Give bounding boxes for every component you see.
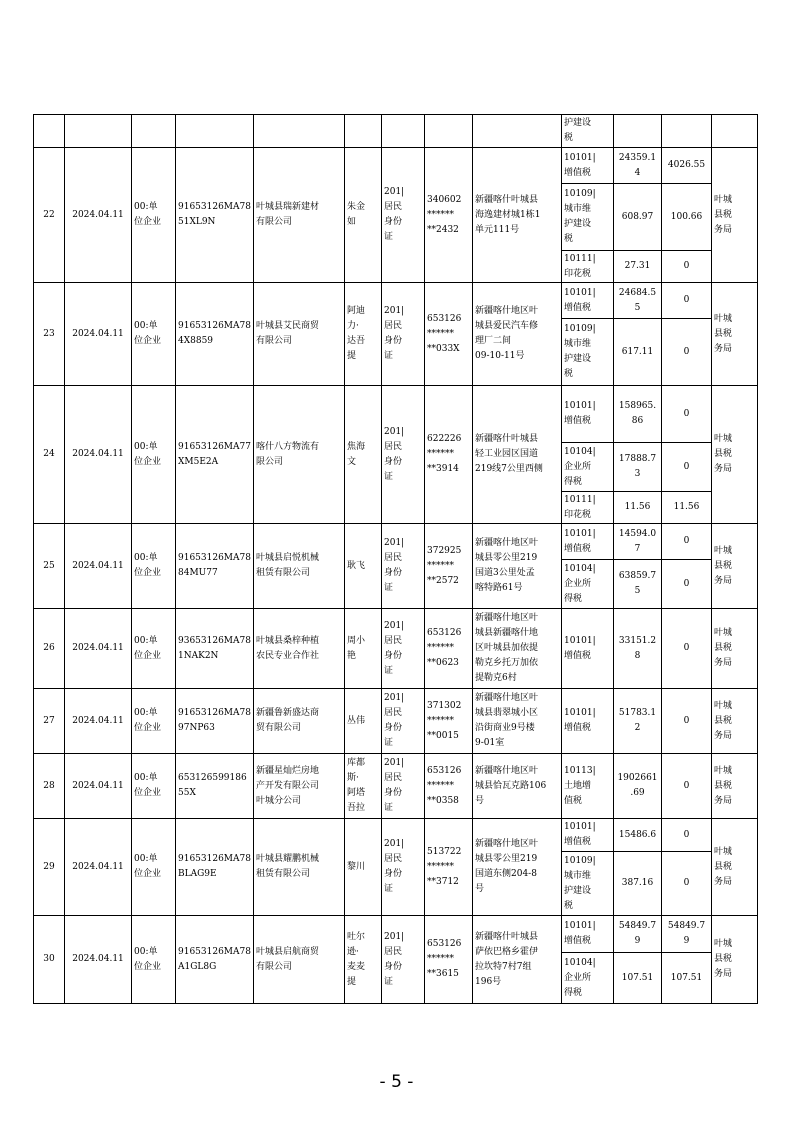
tax-item-cell: 10101| 增值税	[562, 916, 614, 953]
tax-item-cell: 10101| 增值税	[562, 148, 614, 184]
tax-amount-cell: 33151.2 8	[614, 609, 662, 689]
credit-code-cell: 91653126MA78 4X8859	[176, 283, 254, 386]
tax-balance-cell: 0	[662, 443, 712, 492]
taxpayer-type-cell: 00:单 位企业	[132, 689, 176, 754]
address-cell: 新疆喀什叶城县 轻工业园区国道 219线7公里西侧	[473, 386, 562, 524]
id-number-cell: 653126 ****** **033X	[425, 283, 473, 386]
credit-code-cell: 91653126MA78 BLAG9E	[176, 819, 254, 916]
id-type-cell: 201| 居民 身份 证	[382, 689, 425, 754]
credit-code-cell: 653126599186 55X	[176, 754, 254, 819]
company-name-cell: 新疆鲁新盛达商 贸有限公司	[254, 689, 345, 754]
legal-person-cell: 焦海 文	[345, 386, 382, 524]
address-cell: 新疆喀什叶城县 海逸建材城1栋1 单元111号	[473, 148, 562, 283]
tax-office-cell: 叶城 县税 务局	[712, 148, 758, 283]
row-number-cell: 27	[34, 689, 65, 754]
page-number: - 5 -	[379, 1072, 414, 1092]
date-cell: 2024.04.11	[65, 283, 132, 386]
id-type-cell: 201| 居民 身份 证	[382, 819, 425, 916]
table-row	[34, 754, 758, 819]
id-number-cell: 340602 ****** **2432	[425, 148, 473, 283]
date-cell: 2024.04.11	[65, 689, 132, 754]
date-cell: 2024.04.11	[65, 819, 132, 916]
row-number-cell: 23	[34, 283, 65, 386]
tax-balance-cell: 0	[662, 319, 712, 386]
tax-balance-cell: 107.51	[662, 953, 712, 1004]
taxpayer-type-cell: 00:单 位企业	[132, 283, 176, 386]
tax-balance-cell: 0	[662, 283, 712, 319]
tax-item-cell: 10101| 增值税	[562, 819, 614, 852]
tax-office-cell: 叶城 县税 务局	[712, 819, 758, 916]
date-cell: 2024.04.11	[65, 916, 132, 1004]
row-number-cell: 25	[34, 524, 65, 609]
row-number-cell: 26	[34, 609, 65, 689]
tax-amount-cell: 24684.5 5	[614, 283, 662, 319]
tax-item-cell: 10104| 企业所 得税	[562, 953, 614, 1004]
tax-office-cell: 叶城 县税 务局	[712, 916, 758, 1004]
id-type-cell: 201| 居民 身份 证	[382, 148, 425, 283]
tax-amount-cell: 158965. 86	[614, 386, 662, 443]
taxpayer-type-cell: 00:单 位企业	[132, 819, 176, 916]
id-type-cell: 201| 居民 身份 证	[382, 386, 425, 524]
company-name-cell: 叶城县瑞新建材 有限公司	[254, 148, 345, 283]
tax-balance-cell: 100.66	[662, 184, 712, 251]
row-number-cell: 30	[34, 916, 65, 1004]
credit-code-cell: 91653126MA78 51XL9N	[176, 148, 254, 283]
address-cell: 新疆喀什地区叶 城县新疆喀什地 区叶城县加依提 勒克乡托万加依 提勒克6村	[473, 609, 562, 689]
tax-item-cell: 10101| 增值税	[562, 386, 614, 443]
legal-person-cell: 阿迪 力· 达吾 提	[345, 283, 382, 386]
tax-amount-cell: 27.31	[614, 251, 662, 283]
credit-code-cell: 91653126MA78 97NP63	[176, 689, 254, 754]
tax-item-cell: 10109| 城市维 护建设 税	[562, 852, 614, 916]
tax-office-cell: 叶城 县税 务局	[712, 524, 758, 609]
tax-office-cell: 叶城 县税 务局	[712, 689, 758, 754]
company-name-cell: 叶城县艾民商贸 有限公司	[254, 283, 345, 386]
taxpayer-type-cell: 00:单 位企业	[132, 916, 176, 1004]
id-number-cell: 653126 ****** **0358	[425, 754, 473, 819]
address-cell: 新疆喀什地区叶 城县恰瓦克路106 号	[473, 754, 562, 819]
tax-balance-cell: 54849.7 9	[662, 916, 712, 953]
tax-item-cell: 10101| 增值税	[562, 283, 614, 319]
row-number-cell: 24	[34, 386, 65, 524]
tax-balance-cell: 0	[662, 609, 712, 689]
tax-balance-cell: 0	[662, 754, 712, 819]
credit-code-cell: 93653126MA78 1NAK2N	[176, 609, 254, 689]
id-type-cell: 201| 居民 身份 证	[382, 916, 425, 1004]
legal-person-cell: 周小 艳	[345, 609, 382, 689]
tax-amount-cell: 608.97	[614, 184, 662, 251]
table-row	[34, 819, 758, 852]
tax-item-cell: 10111| 印花税	[562, 251, 614, 283]
table-row	[34, 283, 758, 319]
tax-amount-cell: 63859.7 5	[614, 560, 662, 609]
tax-item-cell: 10101| 增值税	[562, 524, 614, 560]
tax-item-cell: 10111| 印花税	[562, 492, 614, 524]
date-cell: 2024.04.11	[65, 754, 132, 819]
tax-balance-cell: 4026.55	[662, 148, 712, 184]
tax-amount-cell: 15486.6	[614, 819, 662, 852]
credit-code-cell: 91653126MA78 A1GL8G	[176, 916, 254, 1004]
row-number-cell: 22	[34, 148, 65, 283]
company-name-cell: 叶城县桑梓种植 农民专业合作社	[254, 609, 345, 689]
tax-balance-cell: 0	[662, 251, 712, 283]
tax-balance-cell: 0	[662, 524, 712, 560]
address-cell: 新疆喀什地区叶 城县爱民汽车修 理厂二间 09-10-11号	[473, 283, 562, 386]
company-name-cell: 叶城县耀鹏机械 租赁有限公司	[254, 819, 345, 916]
tax-balance-cell: 0	[662, 689, 712, 754]
address-cell: 新疆喀什地区叶 城县零公里219 国道东侧204-8 号	[473, 819, 562, 916]
legal-person-cell: 朱金 如	[345, 148, 382, 283]
company-name-cell: 喀什八方物流有 限公司	[254, 386, 345, 524]
tax-amount-cell: 387.16	[614, 852, 662, 916]
tax-balance-cell: 11.56	[662, 492, 712, 524]
tax-balance-cell: 0	[662, 386, 712, 443]
tax-amount-cell: 24359.1 4	[614, 148, 662, 184]
tax-item-cell: 10104| 企业所 得税	[562, 443, 614, 492]
date-cell: 2024.04.11	[65, 386, 132, 524]
id-number-cell: 371302 ****** **0015	[425, 689, 473, 754]
tax-amount-cell: 54849.7 9	[614, 916, 662, 953]
id-type-cell: 201| 居民 身份 证	[382, 524, 425, 609]
table-row	[34, 148, 758, 184]
legal-person-cell: 耿飞	[345, 524, 382, 609]
tax-item-cell: 10113| 土地增 值税	[562, 754, 614, 819]
date-cell: 2024.04.11	[65, 524, 132, 609]
legal-person-cell: 丛伟	[345, 689, 382, 754]
id-number-cell: 653126 ****** **0623	[425, 609, 473, 689]
tax-item-cell: 10101| 增值税	[562, 609, 614, 689]
tax-office-cell: 叶城 县税 务局	[712, 283, 758, 386]
tax-amount-cell: 14594.0 7	[614, 524, 662, 560]
address-cell: 新疆喀什地区叶 城县翡翠城小区 沿街商业9号楼 9-01室	[473, 689, 562, 754]
tax-amount-cell: 17888.7 3	[614, 443, 662, 492]
id-type-cell: 201| 居民 身份 证	[382, 283, 425, 386]
tax-item-cell: 10104| 企业所 得税	[562, 560, 614, 609]
tax-amount-cell: 107.51	[614, 953, 662, 1004]
table-row	[34, 386, 758, 443]
date-cell: 2024.04.11	[65, 609, 132, 689]
table-row	[34, 689, 758, 754]
company-name-cell: 叶城县启航商贸 有限公司	[254, 916, 345, 1004]
id-number-cell: 622226 ****** **3914	[425, 386, 473, 524]
taxpayer-type-cell: 00:单 位企业	[132, 524, 176, 609]
tax-amount-cell: 1902661 .69	[614, 754, 662, 819]
date-cell: 2024.04.11	[65, 148, 132, 283]
legal-person-cell: 库都 斯· 阿塔 吾拉	[345, 754, 382, 819]
id-type-cell: 201| 居民 身份 证	[382, 609, 425, 689]
tax-amount-cell: 617.11	[614, 319, 662, 386]
tax-amount-cell: 11.56	[614, 492, 662, 524]
tax-records-table	[33, 114, 758, 1004]
id-number-cell: 653126 ****** **3615	[425, 916, 473, 1004]
address-cell: 新疆喀什叶城县 萨依巴格乡霍伊 拉坎特7村7组 196号	[473, 916, 562, 1004]
tax-office-cell: 叶城 县税 务局	[712, 609, 758, 689]
legal-person-cell: 吐尔 逊· 麦麦 提	[345, 916, 382, 1004]
credit-code-cell: 91653126MA78 84MU77	[176, 524, 254, 609]
tax-office-cell: 叶城 县税 务局	[712, 754, 758, 819]
id-number-cell: 372925 ****** **2572	[425, 524, 473, 609]
taxpayer-type-cell: 00:单 位企业	[132, 609, 176, 689]
id-number-cell: 513722 ****** **3712	[425, 819, 473, 916]
table-row	[34, 609, 758, 689]
row-number-cell: 29	[34, 819, 65, 916]
tax-office-cell: 叶城 县税 务局	[712, 386, 758, 524]
table-row	[34, 524, 758, 560]
tax-item-cell: 10109| 城市维 护建设 税	[562, 184, 614, 251]
id-type-cell: 201| 居民 身份 证	[382, 754, 425, 819]
taxpayer-type-cell: 00:单 位企业	[132, 148, 176, 283]
taxpayer-type-cell: 00:单 位企业	[132, 386, 176, 524]
tax-item-cell: 护建设 税	[562, 115, 614, 148]
company-name-cell: 叶城县启悦机械 租赁有限公司	[254, 524, 345, 609]
address-cell: 新疆喀什地区叶 城县零公里219 国道3公里处孟 喀特路61号	[473, 524, 562, 609]
top-fragment-row	[34, 115, 758, 148]
credit-code-cell: 91653126MA77 XM5E2A	[176, 386, 254, 524]
taxpayer-type-cell: 00:单 位企业	[132, 754, 176, 819]
tax-amount-cell: 51783.1 2	[614, 689, 662, 754]
row-number-cell: 28	[34, 754, 65, 819]
tax-balance-cell: 0	[662, 819, 712, 852]
tax-item-cell: 10101| 增值税	[562, 689, 614, 754]
company-name-cell: 新疆星灿烂房地 产开发有限公司 叶城分公司	[254, 754, 345, 819]
tax-balance-cell: 0	[662, 852, 712, 916]
legal-person-cell: 黎川	[345, 819, 382, 916]
tax-item-cell: 10109| 城市维 护建设 税	[562, 319, 614, 386]
tax-balance-cell: 0	[662, 560, 712, 609]
table-row	[34, 916, 758, 953]
